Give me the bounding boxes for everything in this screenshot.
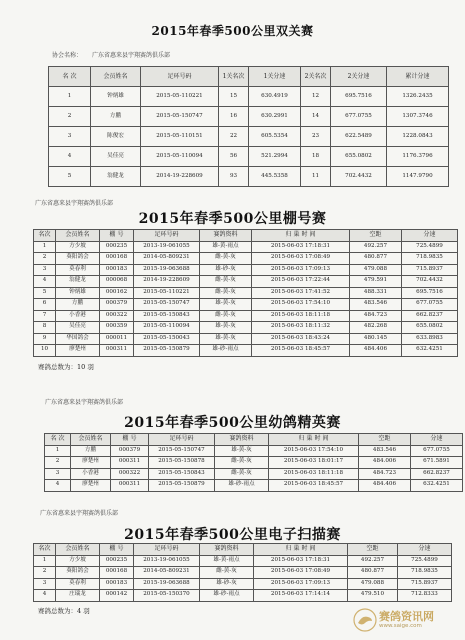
s1-table-row xyxy=(49,147,449,167)
s2-header-cell: 足环号码 xyxy=(134,230,200,242)
s1-table-cell: 93 xyxy=(219,167,249,187)
s3-header-cell: 归 巢 时 间 xyxy=(269,434,359,446)
s2-table-row xyxy=(34,333,458,345)
s4-title: 2015年春季500公里电子扫描赛 xyxy=(124,527,341,543)
s2-table-cell: 632.4251 xyxy=(402,345,458,357)
s1-table-cell: 521.2994 xyxy=(249,147,301,167)
s2-table-cell: 725.4899 xyxy=(402,241,458,253)
s2-table-cell: 718.9835 xyxy=(402,253,458,265)
s2-table-cell: 雄-黄-灰 xyxy=(200,322,252,334)
s3-table-row xyxy=(45,480,463,492)
s2-table-cell: 廖楚州 xyxy=(56,345,100,357)
s3-table-cell: 廖楚州 xyxy=(71,457,111,469)
s3-table-cell: 000311 xyxy=(111,457,149,469)
s2-table-cell: 钟炳雄 xyxy=(56,287,100,299)
s1-table-cell: 605.5354 xyxy=(249,127,301,147)
s4-table-cell: 2014-05-809231 xyxy=(134,567,200,579)
s1-table-cell: 2015-05-110151 xyxy=(141,127,219,147)
s2-table-cell: 479.591 xyxy=(350,276,402,288)
s3-table-cell: 677.0755 xyxy=(411,445,463,457)
s2-table-cell: 2015-05-110221 xyxy=(134,287,200,299)
s1-table-cell: 3 xyxy=(49,127,91,147)
s2-table-cell: 480.877 xyxy=(350,253,402,265)
s4-table-cell: 2015-19-063688 xyxy=(134,578,200,590)
s1-table-cell: 2 xyxy=(49,107,91,127)
s1-table-cell: 翁健龙 xyxy=(91,167,141,187)
s2-title: 2015年春季500公里棚号赛 xyxy=(138,211,327,227)
s1-table-cell: 陈俊宏 xyxy=(91,127,141,147)
s1-table-cell: 方鹏 xyxy=(91,107,141,127)
s4-club: 广东省惠来县宇翔赛鸽俱乐部 xyxy=(40,510,119,517)
s4-table-cell: 雄-砂-灰 xyxy=(200,578,254,590)
s1-table-cell: 630.4919 xyxy=(249,87,301,107)
s2-table-cell: 702.4432 xyxy=(402,276,458,288)
s1-table-cell: 钟炳雄 xyxy=(91,87,141,107)
s4-table-cell: 2015-06-03 17:18:31 xyxy=(254,555,348,567)
s2-table-cell: 2015-06-03 17:09:13 xyxy=(252,264,350,276)
s1-header-cell: 1关名次 xyxy=(219,67,249,87)
pigeon-logo-icon xyxy=(353,608,377,632)
s2-header-cell: 归 巢 时 间 xyxy=(252,230,350,242)
s3-table-cell: 484.006 xyxy=(359,457,411,469)
s2-table-cell: 雄-砂-雨点 xyxy=(200,345,252,357)
s3-table-cell: 2 xyxy=(45,457,71,469)
s1-table-cell: 22 xyxy=(219,127,249,147)
s2-table-cell: 3 xyxy=(34,264,56,276)
s2-table-cell: 2015-06-03 18:45:57 xyxy=(252,345,350,357)
s2-table-row xyxy=(34,310,458,322)
s2-table-cell: 小香港 xyxy=(56,310,100,322)
s1-table-row xyxy=(49,127,449,147)
s2-table-cell: 695.7516 xyxy=(402,287,458,299)
s2-table xyxy=(33,229,458,357)
s1-table-cell: 吴佳亮 xyxy=(91,147,141,167)
s2-table-cell: 677.0755 xyxy=(402,299,458,311)
s3-table-cell: 3 xyxy=(45,468,71,480)
s2-table-cell: 492.257 xyxy=(350,241,402,253)
s3-club: 广东省惠来县宇翔赛鸽俱乐部 xyxy=(45,399,124,406)
s3-table-cell: 2015-06-03 18:01:17 xyxy=(269,457,359,469)
s1-table-cell: 622.5489 xyxy=(331,127,387,147)
s2-table-cell: 000168 xyxy=(100,253,134,265)
s1-assoc-label: 协会名称： xyxy=(52,52,83,59)
s4-table-cell: 2015-06-03 17:08:49 xyxy=(254,567,348,579)
s2-table-row xyxy=(34,287,458,299)
s1-table xyxy=(48,66,449,187)
s2-table-cell: 480.145 xyxy=(350,333,402,345)
s1-header-cell: 2关名次 xyxy=(301,67,331,87)
s1-table-cell: 445.5358 xyxy=(249,167,301,187)
s2-table-cell: 000235 xyxy=(100,241,134,253)
s2-table-cell: 雄-黄-灰 xyxy=(200,333,252,345)
s3-table-cell: 1 xyxy=(45,445,71,457)
s2-table-cell: 484.406 xyxy=(350,345,402,357)
s1-header-cell: 名 次 xyxy=(49,67,91,87)
s1-table-cell: 2015-05-110221 xyxy=(141,87,219,107)
s3-title: 2015年春季500公里幼鸽精英赛 xyxy=(124,415,341,431)
s4-table-row xyxy=(34,555,452,567)
s3-table-row xyxy=(45,468,463,480)
s4-table-cell: 000168 xyxy=(100,567,134,579)
s4-table-cell: 3 xyxy=(34,578,56,590)
s3-table-cell: 2015-05-150879 xyxy=(149,480,215,492)
s2-header-cell: 分速 xyxy=(402,230,458,242)
s2-footer: 赛鸽总数为：10 羽 xyxy=(38,363,94,371)
s3-table-cell: 雄-黄-灰 xyxy=(215,445,269,457)
s4-table-cell: 方少坡 xyxy=(56,555,100,567)
s2-table-cell: 483.546 xyxy=(350,299,402,311)
s4-header-cell: 名次 xyxy=(34,544,56,556)
s4-table-cell: 雄-黄-雨点 xyxy=(200,555,254,567)
s2-table-cell: 10 xyxy=(34,345,56,357)
s4-header-cell: 会员姓名 xyxy=(56,544,100,556)
s3-table-cell: 2015-05-150843 xyxy=(149,468,215,480)
s2-table-cell: 6 xyxy=(34,299,56,311)
s1-table-row xyxy=(49,167,449,187)
s2-table-cell: 雌-黄-灰 xyxy=(200,253,252,265)
s1-assoc-name: 广东省惠来县宇翔赛鸽俱乐部 xyxy=(92,52,171,59)
s1-title: 2015年春季500公里双关赛 xyxy=(151,24,314,38)
s2-table-row xyxy=(34,276,458,288)
s1-table-cell: 11 xyxy=(301,167,331,187)
s1-header-cell: 1关分速 xyxy=(249,67,301,87)
s2-table-cell: 雌-黄-灰 xyxy=(200,276,252,288)
s4-table-row xyxy=(34,578,452,590)
s1-table-cell: 677.0755 xyxy=(331,107,387,127)
s2-table-cell: 000379 xyxy=(100,299,134,311)
s4-header-cell: 空距 xyxy=(348,544,398,556)
s4-table-cell: 000235 xyxy=(100,555,134,567)
s1-header-cell: 会员姓名 xyxy=(91,67,141,87)
s2-table-cell: 715.8937 xyxy=(402,264,458,276)
s2-table-cell: 2015-06-03 17:18:31 xyxy=(252,241,350,253)
s1-table-cell: 56 xyxy=(219,147,249,167)
s4-table-cell: 712.8333 xyxy=(398,590,452,602)
s4-table-cell: 2015-05-150370 xyxy=(134,590,200,602)
s4-table-row xyxy=(34,590,452,602)
site-watermark xyxy=(349,606,459,636)
s3-table-cell: 483.546 xyxy=(359,445,411,457)
s3-table-cell: 4 xyxy=(45,480,71,492)
s1-table-cell: 630.2991 xyxy=(249,107,301,127)
s4-table-cell: 725.4899 xyxy=(398,555,452,567)
s1-header-cell: 足环号码 xyxy=(141,67,219,87)
s2-table-cell: 2015-06-03 17:08:49 xyxy=(252,253,350,265)
s4-header-cell: 归 巢 时 间 xyxy=(254,544,348,556)
s2-table-cell: 2014-05-809231 xyxy=(134,253,200,265)
s2-table-cell: 翁健龙 xyxy=(56,276,100,288)
s3-table-cell: 方鹏 xyxy=(71,445,111,457)
s1-table-cell: 1307.3746 xyxy=(387,107,449,127)
s4-table-cell: 莫春利 xyxy=(56,578,100,590)
s2-header-cell: 赛鸽资料 xyxy=(200,230,252,242)
s2-table-row xyxy=(34,299,458,311)
s2-table-cell: 2015-05-150747 xyxy=(134,299,200,311)
s2-table-cell: 488.331 xyxy=(350,287,402,299)
s4-header-cell: 分速 xyxy=(398,544,452,556)
s2-table-cell: 000183 xyxy=(100,264,134,276)
s3-table-cell: 廖楚州 xyxy=(71,480,111,492)
s4-table-cell: 715.8937 xyxy=(398,578,452,590)
s2-table-cell: 方鹏 xyxy=(56,299,100,311)
s2-table-cell: 雄-砂-灰 xyxy=(200,264,252,276)
s3-table-cell: 000311 xyxy=(111,480,149,492)
s2-table-cell: 482.268 xyxy=(350,322,402,334)
s2-table-cell: 2 xyxy=(34,253,56,265)
s4-table-cell: 480.877 xyxy=(348,567,398,579)
s2-table-cell: 2015-05-110094 xyxy=(134,322,200,334)
s1-table-row xyxy=(49,107,449,127)
s2-table-cell: 000359 xyxy=(100,322,134,334)
s4-table-cell: 2015-06-03 17:09:13 xyxy=(254,578,348,590)
s1-table-cell: 14 xyxy=(301,107,331,127)
s2-table-cell: 000011 xyxy=(100,333,134,345)
s4-table-cell: 479.088 xyxy=(348,578,398,590)
s2-table-cell: 2014-19-228609 xyxy=(134,276,200,288)
s2-header-cell: 棚 号 xyxy=(100,230,134,242)
s2-table-cell: 633.8983 xyxy=(402,333,458,345)
s2-table-row xyxy=(34,345,458,357)
s3-table-row xyxy=(45,457,463,469)
s2-table-cell: 655.0802 xyxy=(402,322,458,334)
s2-table-cell: 葵阳鸽会 xyxy=(56,253,100,265)
s4-table-cell: 000183 xyxy=(100,578,134,590)
s3-table-cell: 662.8237 xyxy=(411,468,463,480)
s4-table-cell: 4 xyxy=(34,590,56,602)
s3-table xyxy=(44,433,463,492)
s4-table-cell: 2 xyxy=(34,567,56,579)
s2-table-cell: 2015-05-150043 xyxy=(134,333,200,345)
s2-table-cell: 662.8237 xyxy=(402,310,458,322)
s1-table-cell: 1147.9790 xyxy=(387,167,449,187)
watermark-url: www.saige.com xyxy=(379,623,422,629)
s2-table-cell: 华国鸽会 xyxy=(56,333,100,345)
s2-table-cell: 2015-05-150879 xyxy=(134,345,200,357)
s2-table-cell: 2013-19-061055 xyxy=(134,241,200,253)
s2-table-row xyxy=(34,264,458,276)
s1-table-cell: 15 xyxy=(219,87,249,107)
s1-table-cell: 1228.0843 xyxy=(387,127,449,147)
s3-header-cell: 分速 xyxy=(411,434,463,446)
s2-table-row xyxy=(34,253,458,265)
s1-table-cell: 702.4432 xyxy=(331,167,387,187)
s1-header-cell: 2关分速 xyxy=(331,67,387,87)
s3-header-cell: 名 次 xyxy=(45,434,71,446)
s2-table-cell: 2015-06-03 18:11:32 xyxy=(252,322,350,334)
s2-table-cell: 000322 xyxy=(100,310,134,322)
s1-table-cell: 655.0802 xyxy=(331,147,387,167)
s2-table-cell: 4 xyxy=(34,276,56,288)
s4-header-cell: 足环号码 xyxy=(134,544,200,556)
s2-table-cell: 2015-06-03 18:11:18 xyxy=(252,310,350,322)
s4-table-cell: 雄-砂-雨点 xyxy=(200,590,254,602)
s1-table-cell: 2015-05-150747 xyxy=(141,107,219,127)
s1-table-cell: 18 xyxy=(301,147,331,167)
s4-header-cell: 赛鸽资料 xyxy=(200,544,254,556)
s3-table-cell: 671.5891 xyxy=(411,457,463,469)
s4-table-cell: 1 xyxy=(34,555,56,567)
s4-table-cell: 雌-黄-灰 xyxy=(200,567,254,579)
s1-table-cell: 1 xyxy=(49,87,91,107)
s2-table-cell: 8 xyxy=(34,322,56,334)
s3-header-cell: 赛鸽资料 xyxy=(215,434,269,446)
s2-table-cell: 484.723 xyxy=(350,310,402,322)
s3-table-cell: 2015-06-03 18:45:57 xyxy=(269,480,359,492)
s4-table-cell: 葵阳鸽会 xyxy=(56,567,100,579)
watermark-name: 赛鸽资讯网 xyxy=(379,610,434,623)
s4-table-cell: 庄瑞龙 xyxy=(56,590,100,602)
s4-table-cell: 2013-19-061055 xyxy=(134,555,200,567)
s2-table-cell: 000311 xyxy=(100,345,134,357)
s2-table-cell: 479.088 xyxy=(350,264,402,276)
s3-header-cell: 会员姓名 xyxy=(71,434,111,446)
s2-table-cell: 2015-19-063688 xyxy=(134,264,200,276)
s2-table-cell: 000068 xyxy=(100,276,134,288)
s1-table-cell: 2015-05-110094 xyxy=(141,147,219,167)
s2-table-row xyxy=(34,322,458,334)
s2-header-cell: 名次 xyxy=(34,230,56,242)
s4-footer: 赛鸽总数为：4 羽 xyxy=(38,607,90,615)
s3-table-cell: 484.406 xyxy=(359,480,411,492)
s1-table-cell: 1176.3796 xyxy=(387,147,449,167)
s3-table-cell: 484.723 xyxy=(359,468,411,480)
s3-table-cell: 雌-黄-灰 xyxy=(215,468,269,480)
s2-table-cell: 2015-06-03 17:41:52 xyxy=(252,287,350,299)
s3-table-cell: 小香港 xyxy=(71,468,111,480)
s1-header-cell: 累计分速 xyxy=(387,67,449,87)
s3-header-cell: 空距 xyxy=(359,434,411,446)
s3-table-cell: 000322 xyxy=(111,468,149,480)
s2-table-cell: 2015-05-150843 xyxy=(134,310,200,322)
s4-header-cell: 棚 号 xyxy=(100,544,134,556)
s1-table-row xyxy=(49,87,449,107)
s2-header-cell: 空距 xyxy=(350,230,402,242)
s1-table-cell: 12 xyxy=(301,87,331,107)
s1-table-cell: 1326.2435 xyxy=(387,87,449,107)
s2-table-cell: 7 xyxy=(34,310,56,322)
s1-table-cell: 4 xyxy=(49,147,91,167)
s3-table-cell: 2015-05-150747 xyxy=(149,445,215,457)
s2-table-cell: 方少坡 xyxy=(56,241,100,253)
s2-table-cell: 5 xyxy=(34,287,56,299)
s4-table xyxy=(33,543,452,602)
s2-table-cell: 雌-黄-灰 xyxy=(200,287,252,299)
s1-table-cell: 16 xyxy=(219,107,249,127)
s3-table-cell: 2015-06-03 18:11:18 xyxy=(269,468,359,480)
s2-table-cell: 9 xyxy=(34,333,56,345)
s4-table-row xyxy=(34,567,452,579)
s4-table-cell: 479.510 xyxy=(348,590,398,602)
s2-club: 广东省惠来县宇翔赛鸽俱乐部 xyxy=(35,200,114,207)
s4-table-cell: 2015-06-03 17:14:14 xyxy=(254,590,348,602)
s4-table-cell: 492.257 xyxy=(348,555,398,567)
s2-table-cell: 雌-黄-灰 xyxy=(200,310,252,322)
s4-table-cell: 718.9835 xyxy=(398,567,452,579)
s1-table-cell: 2014-19-228609 xyxy=(141,167,219,187)
s3-table-cell: 雌-黄-灰 xyxy=(215,457,269,469)
s2-table-cell: 2015-06-03 17:54:10 xyxy=(252,299,350,311)
s3-table-cell: 632.4251 xyxy=(411,480,463,492)
s3-table-cell: 2015-06-03 17:54:10 xyxy=(269,445,359,457)
s3-table-cell: 2015-05-150878 xyxy=(149,457,215,469)
s2-table-cell: 吴佳亮 xyxy=(56,322,100,334)
s4-table-cell: 000142 xyxy=(100,590,134,602)
s2-table-cell: 雄-黄-雨点 xyxy=(200,241,252,253)
s2-table-cell: 1 xyxy=(34,241,56,253)
s3-header-cell: 棚 号 xyxy=(111,434,149,446)
s2-header-cell: 会员姓名 xyxy=(56,230,100,242)
s3-table-row xyxy=(45,445,463,457)
s3-header-cell: 足环号码 xyxy=(149,434,215,446)
s1-table-cell: 695.7516 xyxy=(331,87,387,107)
s3-table-cell: 雄-砂-雨点 xyxy=(215,480,269,492)
s2-table-row xyxy=(34,241,458,253)
s2-table-cell: 000162 xyxy=(100,287,134,299)
s2-table-cell: 2015-06-03 18:43:24 xyxy=(252,333,350,345)
s3-table-cell: 000379 xyxy=(111,445,149,457)
s2-table-cell: 2015-06-03 17:22:44 xyxy=(252,276,350,288)
s1-table-cell: 23 xyxy=(301,127,331,147)
s2-table-cell: 雄-黄-灰 xyxy=(200,299,252,311)
s2-table-cell: 莫春利 xyxy=(56,264,100,276)
s1-table-cell: 5 xyxy=(49,167,91,187)
